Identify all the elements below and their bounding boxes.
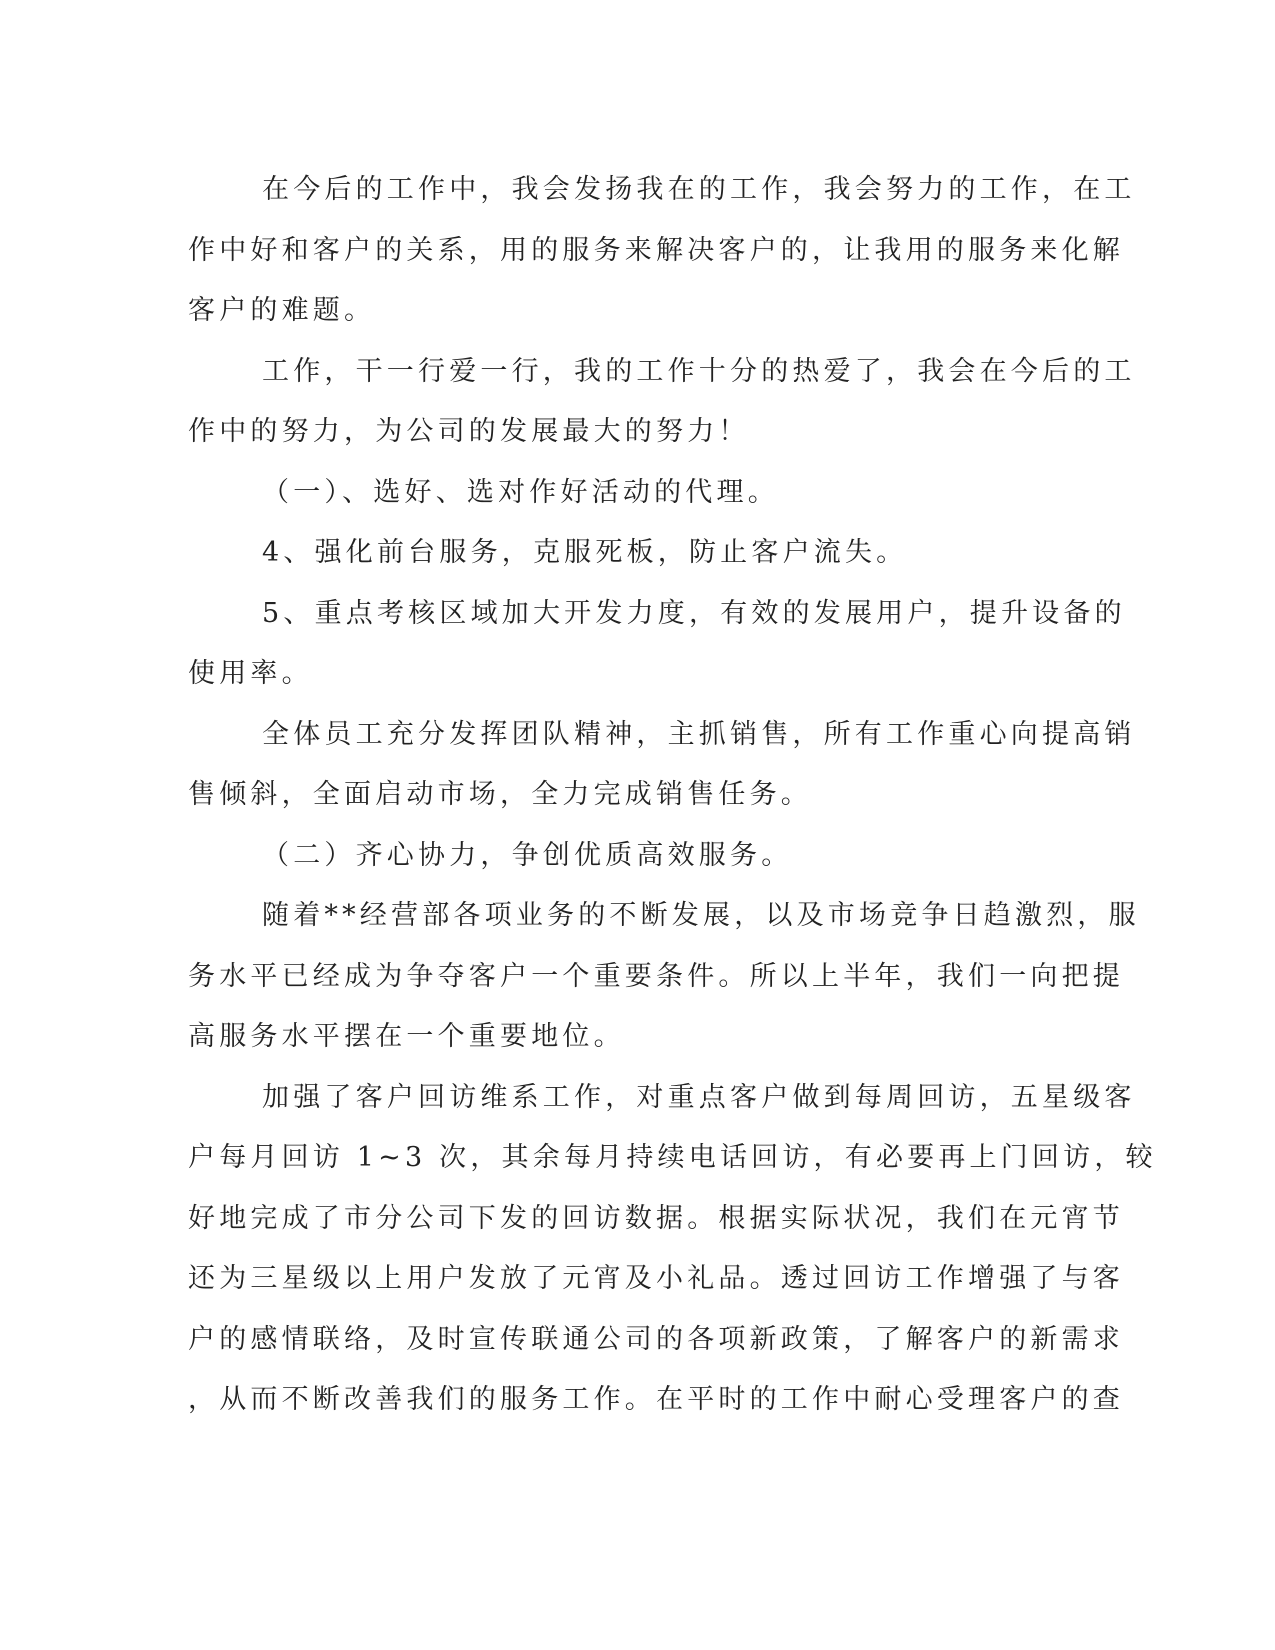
text-line: 在今后的工作中，我会发扬我在的工作，我会努力的工作，在工 (262, 174, 1136, 205)
text-line: 工作，干一行爱一行，我的工作十分的热爱了，我会在今后的工 (262, 355, 1136, 387)
list-item: 4、强化前台服务，克服死板，防止客户流失。 (262, 537, 908, 568)
text-line: 售倾斜，全面启动市场，全力完成销售任务。 (188, 779, 812, 810)
section-heading: （二）齐心协力，争创优质高效服务。 (262, 839, 793, 871)
text-line: 还为三星级以上用户发放了元宵及小礼品。透过回访工作增强了与客 (188, 1263, 1124, 1294)
text-line: ，从而不断改善我们的服务工作。在平时的工作中耐心受理客户的查 (188, 1384, 1124, 1415)
text-line: 高服务水平摆在一个重要地位。 (188, 1021, 625, 1052)
text-line: 好地完成了市分公司下发的回访数据。根据实际状况，我们在元宵节 (188, 1202, 1124, 1234)
text-line: 加强了客户回访维系工作，对重点客户做到每周回访，五星级客 (262, 1081, 1136, 1113)
list-item: 5、重点考核区域加大开发力度，有效的发展用户，提升设备的 (262, 597, 1126, 629)
text-line: 户每月回访 1~3 次，其余每月持续电话回访，有必要再上门回访，较 (188, 1142, 1157, 1173)
document-body (188, 160, 1157, 1431)
text-line: 全体员工充分发挥团队精神，主抓销售，所有工作重心向提高销 (262, 718, 1136, 750)
text-line: 客户的难题。 (188, 295, 376, 326)
text-line: 作中好和客户的关系，用的服务来解决客户的，让我用的服务来化解 (188, 234, 1124, 266)
text-line: 使用率。 (188, 658, 313, 689)
text-line: 户的感情联络，及时宣传联通公司的各项新政策，了解客户的新需求 (188, 1323, 1124, 1355)
text-line: 作中的努力，为公司的发展最大的努力！ (188, 416, 750, 447)
text-line: 随着**经营部各项业务的不断发展，以及市场竞争日趋激烈，服 (262, 900, 1140, 931)
text-line: 务水平已经成为争夺客户一个重要条件。所以上半年，我们一向把提 (188, 960, 1124, 992)
section-heading: （一）、选好、选对作好活动的代理。 (262, 476, 779, 508)
